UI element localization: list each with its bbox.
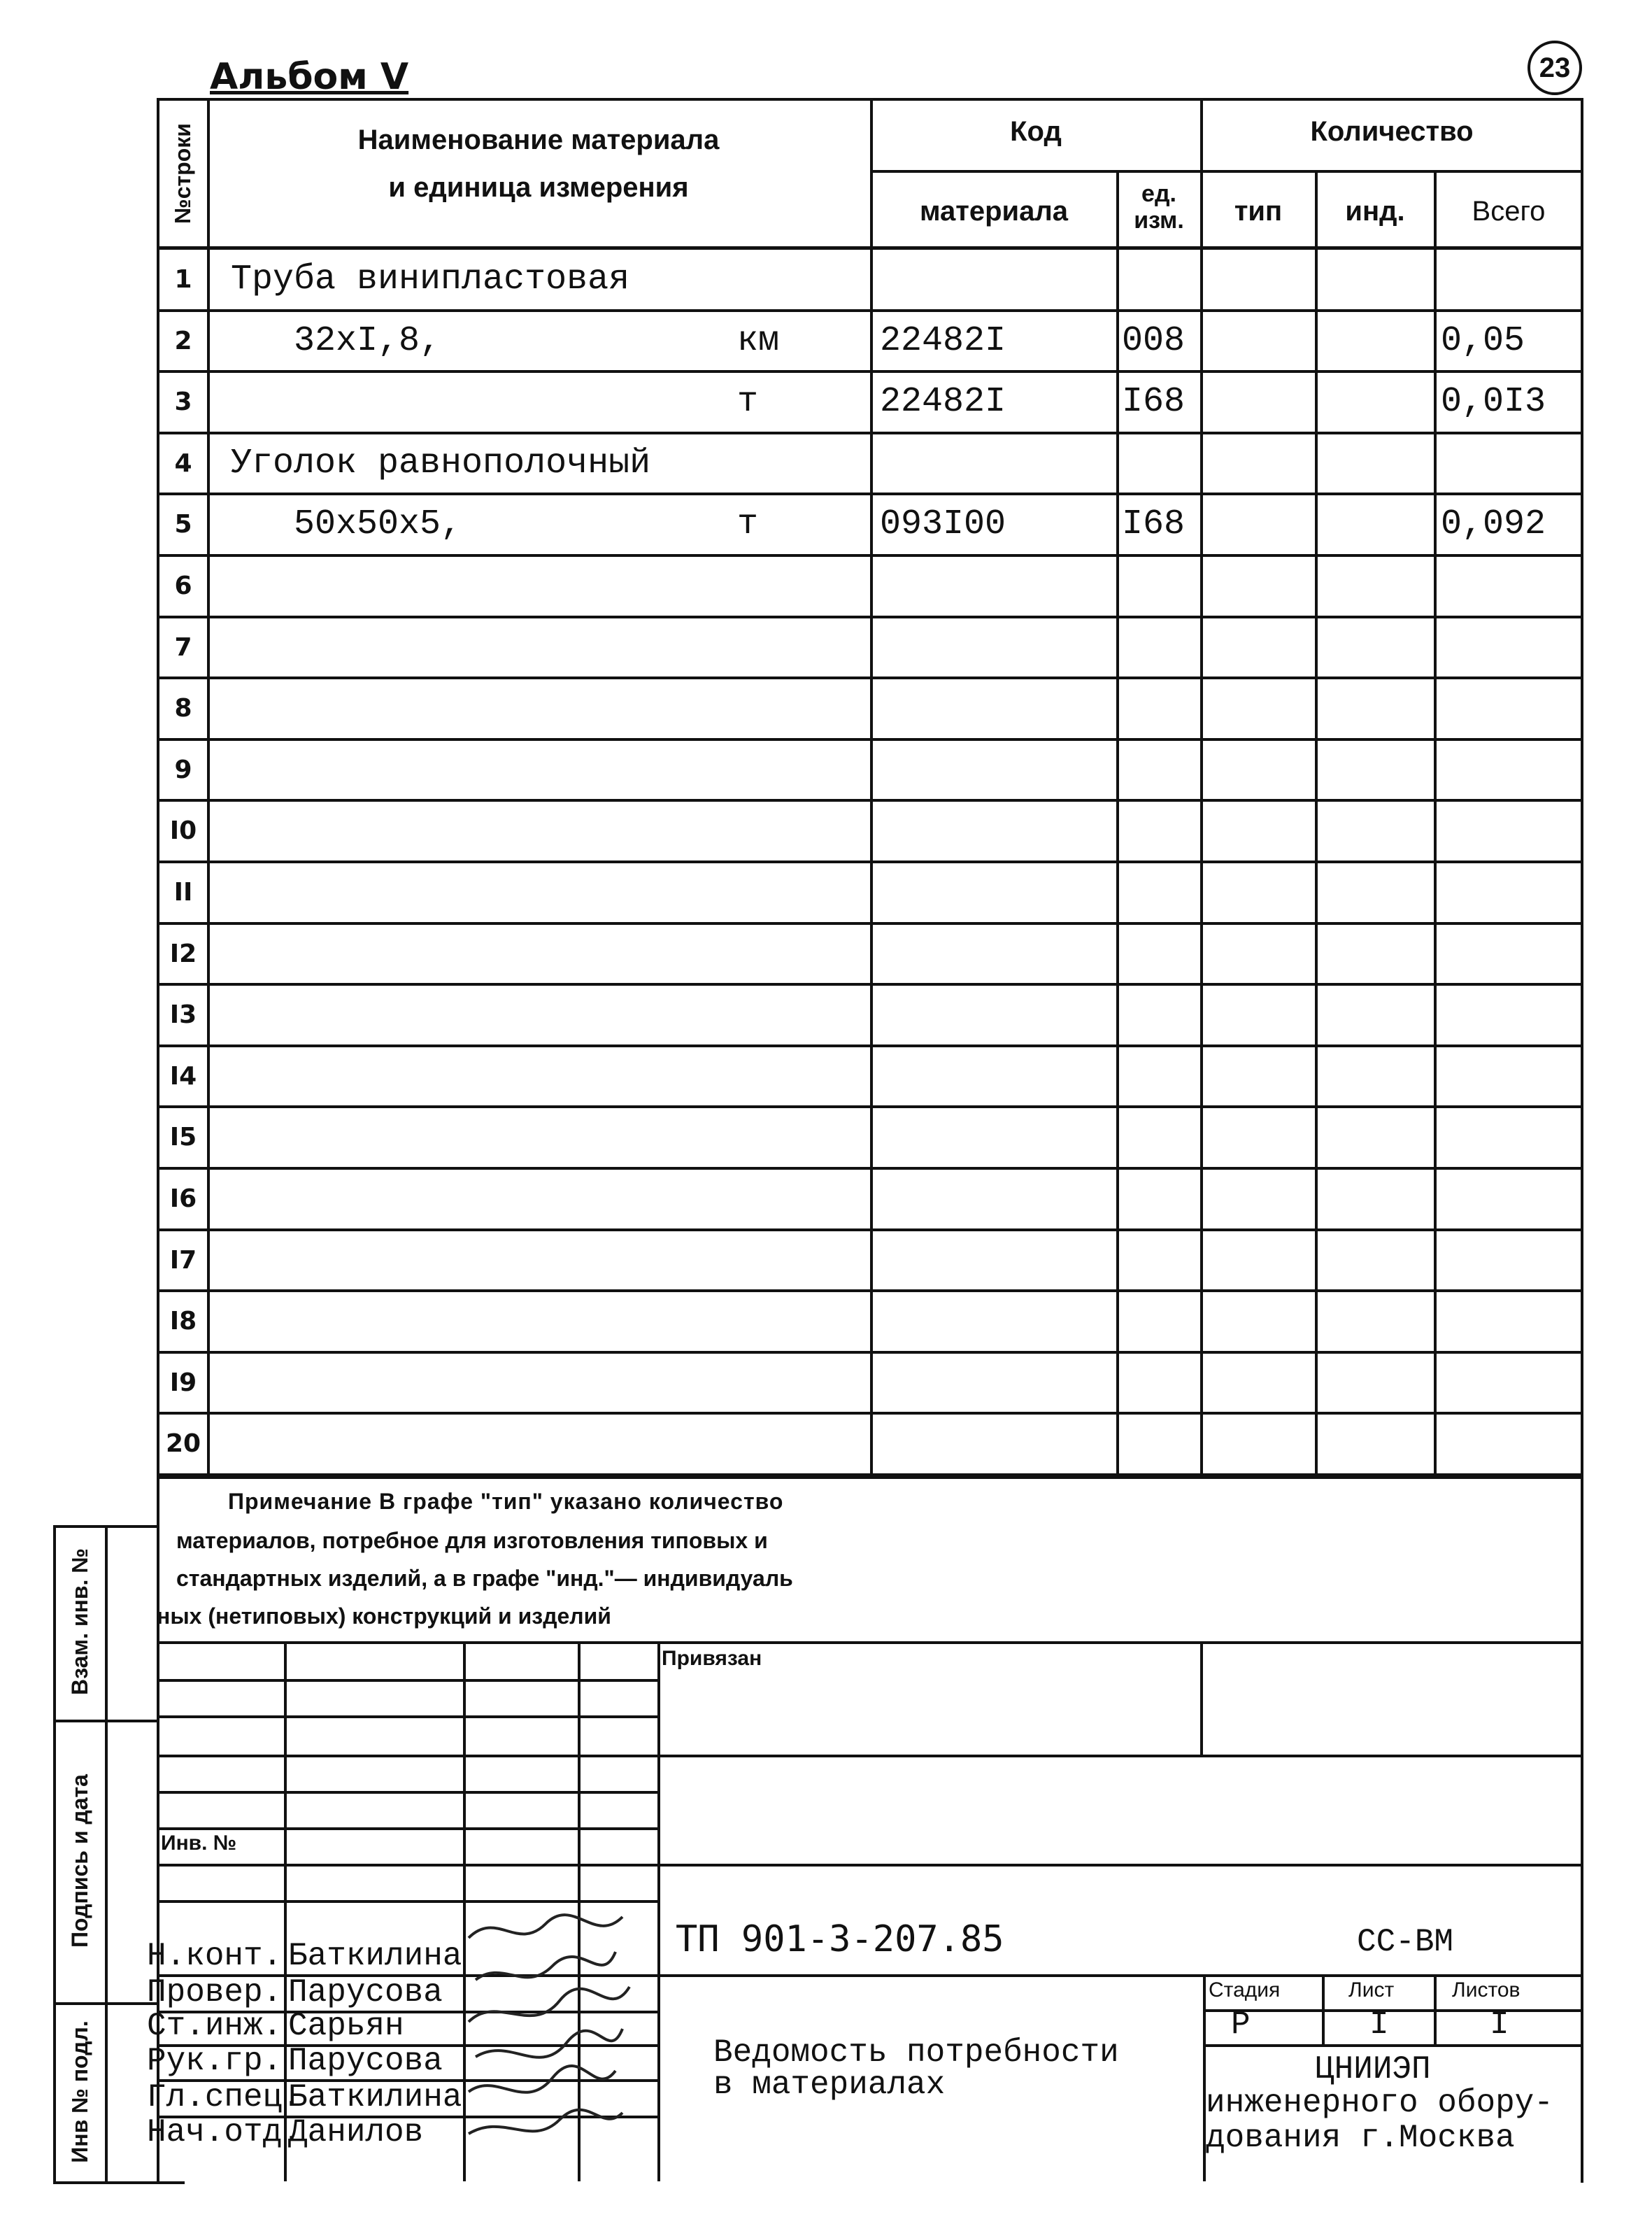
row-number: 8: [174, 694, 192, 723]
row-number: I4: [169, 1061, 197, 1091]
row-number: I3: [169, 1000, 197, 1030]
side-vzam: Взам. инв. №: [67, 1548, 92, 1695]
material-code: 22482I: [880, 382, 1006, 423]
material-unit-name: т: [737, 382, 759, 423]
row-number: I6: [169, 1184, 197, 1213]
sheet-value: I: [1369, 2006, 1389, 2043]
privyazan-label: Привязан: [662, 1647, 762, 1670]
row-number: 5: [174, 510, 192, 539]
note-line3: стандартных изделий, а в графе "инд."— индивидуаль: [176, 1566, 793, 1591]
unit-code: I68: [1122, 504, 1185, 545]
row-divider: [157, 309, 1583, 312]
material-unit-name: км: [737, 320, 780, 361]
unit-code: I68: [1122, 382, 1185, 423]
header-row-no: №строки: [170, 123, 195, 224]
header-name-line1: Наименование материала: [357, 125, 720, 155]
side-inv-podl: Инв № подл.: [67, 2020, 92, 2163]
row-divider: [157, 738, 1583, 741]
material-name: 32xI,8,: [294, 320, 441, 361]
role: Н.конт.: [147, 1938, 283, 1974]
row-divider: [157, 799, 1583, 802]
qty-total: 0,092: [1441, 504, 1546, 545]
row-number: I2: [169, 939, 197, 968]
row-number: 9: [174, 755, 192, 784]
row-number: 20: [165, 1429, 201, 1459]
row-divider: [157, 554, 1583, 557]
org-line1: ЦНИИЭП: [1315, 2051, 1431, 2088]
row-number: I0: [169, 816, 197, 846]
side-podpis: Подпись и дата: [67, 1774, 92, 1948]
note-line2: материалов, потребное для изготовления типовых и: [176, 1528, 768, 1553]
person-name: Сарьян: [288, 2008, 404, 2044]
role: Нач.отд.: [147, 2114, 301, 2151]
header-unit: ед. изм.: [1134, 180, 1184, 234]
material-code: 22482I: [880, 320, 1006, 361]
note-line4: ных (нетиповых) конструкций и изделий: [157, 1603, 611, 1629]
material-unit-name: т: [737, 504, 759, 545]
signature-marks: [455, 1903, 636, 2183]
page-number: 23: [1528, 41, 1582, 95]
person-name: Данилов: [288, 2114, 424, 2151]
row-number: 4: [174, 448, 192, 478]
row-divider: [157, 1289, 1583, 1292]
row-divider: [157, 1351, 1583, 1354]
stage-value: Р: [1231, 2006, 1251, 2043]
row-divider: [157, 493, 1583, 495]
row-divider: [157, 1473, 1583, 1476]
row-number: I7: [169, 1245, 197, 1275]
person-name: Баткилина: [288, 1938, 462, 1974]
row-divider: [157, 616, 1583, 618]
header-ind: инд.: [1345, 196, 1405, 227]
role: Провер.: [147, 1974, 283, 2011]
material-code: 093I00: [880, 504, 1006, 545]
qty-total: 0,05: [1441, 320, 1525, 361]
org-line3: дования г.Москва: [1206, 2120, 1515, 2156]
row-divider: [157, 860, 1583, 863]
document-mark: СС-ВМ: [1357, 1924, 1454, 1960]
title-line2: в материалах: [713, 2067, 946, 2103]
person-name: Парусова: [288, 2043, 443, 2079]
qty-total: 0,0I3: [1441, 382, 1546, 423]
row-divider: [157, 1105, 1583, 1108]
note-line1: Примечание В графе "тип" указано количество: [228, 1489, 784, 1514]
unit-code: 008: [1122, 320, 1185, 361]
row-number: 7: [174, 632, 192, 662]
sheet-label: Лист: [1348, 1978, 1395, 2002]
material-name: Труба винипластовая: [231, 260, 630, 299]
row-divider: [157, 370, 1583, 373]
row-divider: [157, 677, 1583, 679]
row-divider: [157, 922, 1583, 925]
row-number: I8: [169, 1307, 197, 1336]
title-line1: Ведомость потребности: [713, 2034, 1119, 2071]
row-number: 2: [174, 326, 192, 355]
sheets-label: Листов: [1452, 1978, 1521, 2002]
row-number: I9: [169, 1368, 197, 1397]
header-type: тип: [1234, 196, 1283, 227]
header-name-line2: и единица измерения: [388, 172, 689, 203]
row-divider: [157, 1412, 1583, 1415]
row-number: 6: [174, 572, 192, 600]
role: Ст.инж.: [147, 2008, 283, 2044]
header-code: Код: [1010, 116, 1062, 147]
person-name: Баткилина: [288, 2079, 462, 2116]
person-name: Парусова: [288, 1974, 443, 2011]
stage-label: Стадия: [1209, 1978, 1281, 2002]
row-divider: [157, 1044, 1583, 1047]
row-divider: [157, 1228, 1583, 1231]
row-divider: [157, 432, 1583, 434]
header-quantity: Количество: [1310, 116, 1474, 147]
document-code: ТП 901-3-207.85: [676, 1918, 1004, 1960]
row-divider: [157, 1167, 1583, 1170]
header-material: материала: [919, 196, 1069, 227]
sheets-value: I: [1490, 2006, 1509, 2043]
row-divider: [157, 983, 1583, 986]
role: Гл.спец.: [147, 2079, 301, 2116]
org-line2: инженерного обору-: [1206, 2085, 1553, 2121]
row-number: II: [173, 878, 193, 907]
album-label: Альбом V: [210, 56, 409, 98]
material-name: Уголок равнополочный: [231, 443, 651, 483]
row-number: I5: [169, 1123, 197, 1152]
inv-no-label: Инв. №: [161, 1832, 237, 1855]
role: Рук.гр.: [147, 2043, 283, 2079]
row-number: 1: [174, 265, 192, 294]
row-number: 3: [174, 388, 192, 417]
material-name: 50x50x5,: [294, 504, 462, 545]
header-total: Всего: [1472, 196, 1546, 227]
